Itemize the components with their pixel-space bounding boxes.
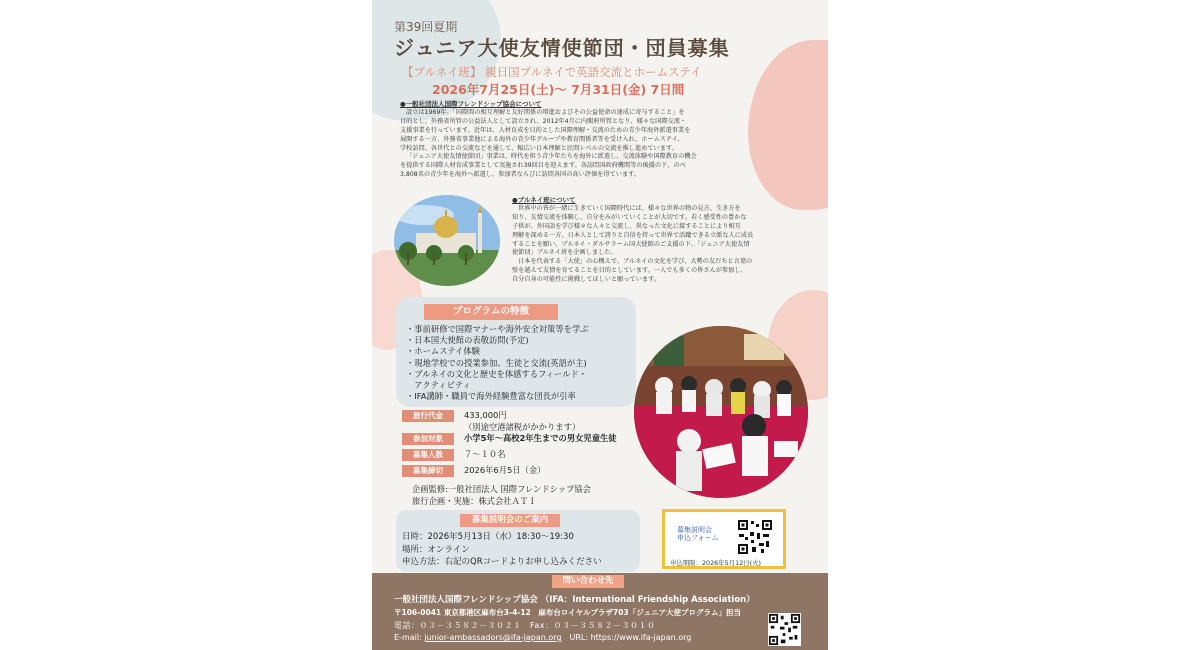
contact-phone: 電話：０３－３５８２－３０２１ Fax：０３－３５８２－３０１０ <box>394 621 656 630</box>
qr-label-line: 申込フォーム <box>677 534 719 542</box>
email-label: E-mail: <box>394 633 425 642</box>
brunei-heading: ●ブルネイ班について <box>512 196 576 204</box>
footer-qr-icon[interactable] <box>768 613 801 646</box>
briefing-datetime: 日時：2026年5月13日（水）18:30～19:30 <box>402 532 574 542</box>
contact-footer <box>372 573 828 650</box>
fee-value: 433,000円 <box>464 410 507 420</box>
fee-note: （別途空港諸税がかかります） <box>464 422 581 432</box>
briefing-title: 募集説明会のご案内 <box>460 514 560 527</box>
qr-form-label <box>677 526 719 542</box>
brunei-line: 子供が、外国語を学び様々な人々と交流し、異なった文化に接することにより相互 <box>512 222 741 230</box>
about-heading: ●一般社団法人国際フレンドシップ協会について <box>400 100 542 108</box>
feature-item: アクティビティ <box>406 380 471 391</box>
brunei-line: 使節団」ブルネイ班を企画しました。 <box>512 249 617 257</box>
deadline-value: 2026年6月5日（金） <box>464 465 546 475</box>
trip-dates: 2026年7月25日(土)～ 7月31日(金) 7日間 <box>432 82 685 97</box>
about-line: 設立は1969年。「国際間の相互理解と友好関係の増進およびその公益使命の達成に寄与すること」を <box>406 108 685 116</box>
features-title: プログラムの特徴 <box>424 304 558 320</box>
brunei-line: 日本を代表する「大使」の心構えで、ブルネイの文化を学び、大勢の友だちと言葉の <box>518 258 753 266</box>
feature-item: ・IFA講師・職員で海外経験豊富な団長が引率 <box>406 391 576 402</box>
about-line: 支援事業を行っています。近年は、人材育成を目的とした国際理解・交流のための青少年海外派遣事業を <box>400 126 691 134</box>
brunei-line: 知り、友情交流を体験し、自分をみがいていくことが大切です。若く感受性の豊かな <box>512 213 747 221</box>
edition-label: 第39回夏期 <box>394 20 458 34</box>
contact-address: 〒106-0041 東京都港区麻布台3-4-12 麻布台ロイヤルプラザ703「ジュニア大使プログラム」担当 <box>394 608 741 617</box>
brunei-line: 世界中の皆が一緒に生きていく国際時代には、様々な世界の物の見方、生き方を <box>518 204 741 212</box>
organizer-block <box>412 483 591 507</box>
qr-deadline: 申込期限：2026年5月12日(火) <box>670 559 761 567</box>
page-title: ジュニア大使友情使節団・団員募集 <box>394 36 730 60</box>
email-link[interactable]: junior-ambassadors@ifa-japan.org <box>424 633 562 642</box>
about-line: 3,808名の青少年を海外へ派遣し、参加者ならびに訪問各国の高い評価を得ています。 <box>400 171 640 179</box>
mosque-photo <box>394 195 500 286</box>
about-section <box>400 100 810 180</box>
feature-item: ・ホームステイ体験 <box>406 346 480 357</box>
features-list <box>406 324 636 402</box>
page-subtitle: 【ブルネイ班】 親日国ブルネイで英語交流とホームステイ <box>402 65 702 79</box>
briefing-place: 場所：オンライン <box>402 544 470 555</box>
website-link[interactable]: URL: https://www.ifa-japan.org <box>561 633 692 642</box>
about-line: 目的とし、外務省所管の公益法人として設立され、2012年4月に内閣府所管となり、様々な国際交流・ <box>400 117 687 125</box>
briefing-details <box>402 531 602 569</box>
feature-item: ・事前研修で国際マナーや海外安全対策等を学ぶ <box>406 324 589 334</box>
briefing-qr-box[interactable] <box>662 509 786 569</box>
briefing-apply: 申込方法：右記のQRコードよりお申し込みください <box>402 557 602 568</box>
feature-item: ・現地学校での授業参加、生徒と交流(英語が主) <box>406 357 587 368</box>
contact-title: 問い合わせ先 <box>552 575 624 588</box>
about-line: 学校訪問、各世代との交流などを通して、幅広い日本理解と民間レベルの交流を推し進めています。 <box>400 144 678 152</box>
about-line: 「ジュニア大使友情使節団」事業は、時代を担う青少年たちを海外に派遣し、交流体験や国際教育の機会 <box>406 153 697 161</box>
supervisor-text: 企画監修:一般社団法人 国際フレンドシップ協会 <box>412 484 591 494</box>
brunei-section <box>512 196 802 285</box>
brunei-line: することを願い、ブルネイ・ダルサラーム国大使館のご支援の下、「ジュニア大使友情 <box>512 240 750 248</box>
classroom-photo <box>634 326 808 498</box>
capacity-tag: 募集人数 <box>402 449 454 461</box>
qr-code-icon[interactable] <box>737 519 773 555</box>
flyer <box>372 0 828 650</box>
organizer-text: 旅行企画・実施：株式会社ＡＴＩ <box>412 496 537 506</box>
brunei-line: 理解を深める一方、日本人として誇りと自信を持って世界で活躍できる立派な人に成長 <box>512 231 754 239</box>
brunei-line: 壁を越えて友情を育てることを目的としています。一人でも多くの皆さんが参加し、 <box>512 267 747 275</box>
contact-email-line <box>394 632 691 643</box>
about-line: を提供する国際人材育成事業として実施され39回目を迎えます。各訪問国政府機関等の後援の下、のべ <box>400 162 686 170</box>
capacity-value: ７～１０名 <box>464 449 506 459</box>
target-tag: 参加対象 <box>402 433 454 445</box>
target-value: 小学5年～高校2年生までの男女児童生徒 <box>464 433 617 443</box>
fee-tag: 旅行代金 <box>402 410 454 422</box>
deadline-tag: 募集締切 <box>402 465 454 477</box>
feature-item: ・日本国大使館の表敬訪問(予定) <box>406 335 529 346</box>
about-line: 展開する一方、外務省事業他による海外の青少年グループや教育関係者等を受け入れ、ホームステイ、 <box>400 135 684 143</box>
qr-label-line: 募集説明会 <box>677 526 712 534</box>
contact-org: 一般社団法人国際フレンドシップ協会 （IFA：International Friendship Association） <box>394 595 755 605</box>
brunei-line: 自分自身の可能性に挑戦してほしいと願っています。 <box>512 276 661 284</box>
feature-item: ・ブルネイの文化と歴史を体感するフィールド・ <box>406 368 587 379</box>
